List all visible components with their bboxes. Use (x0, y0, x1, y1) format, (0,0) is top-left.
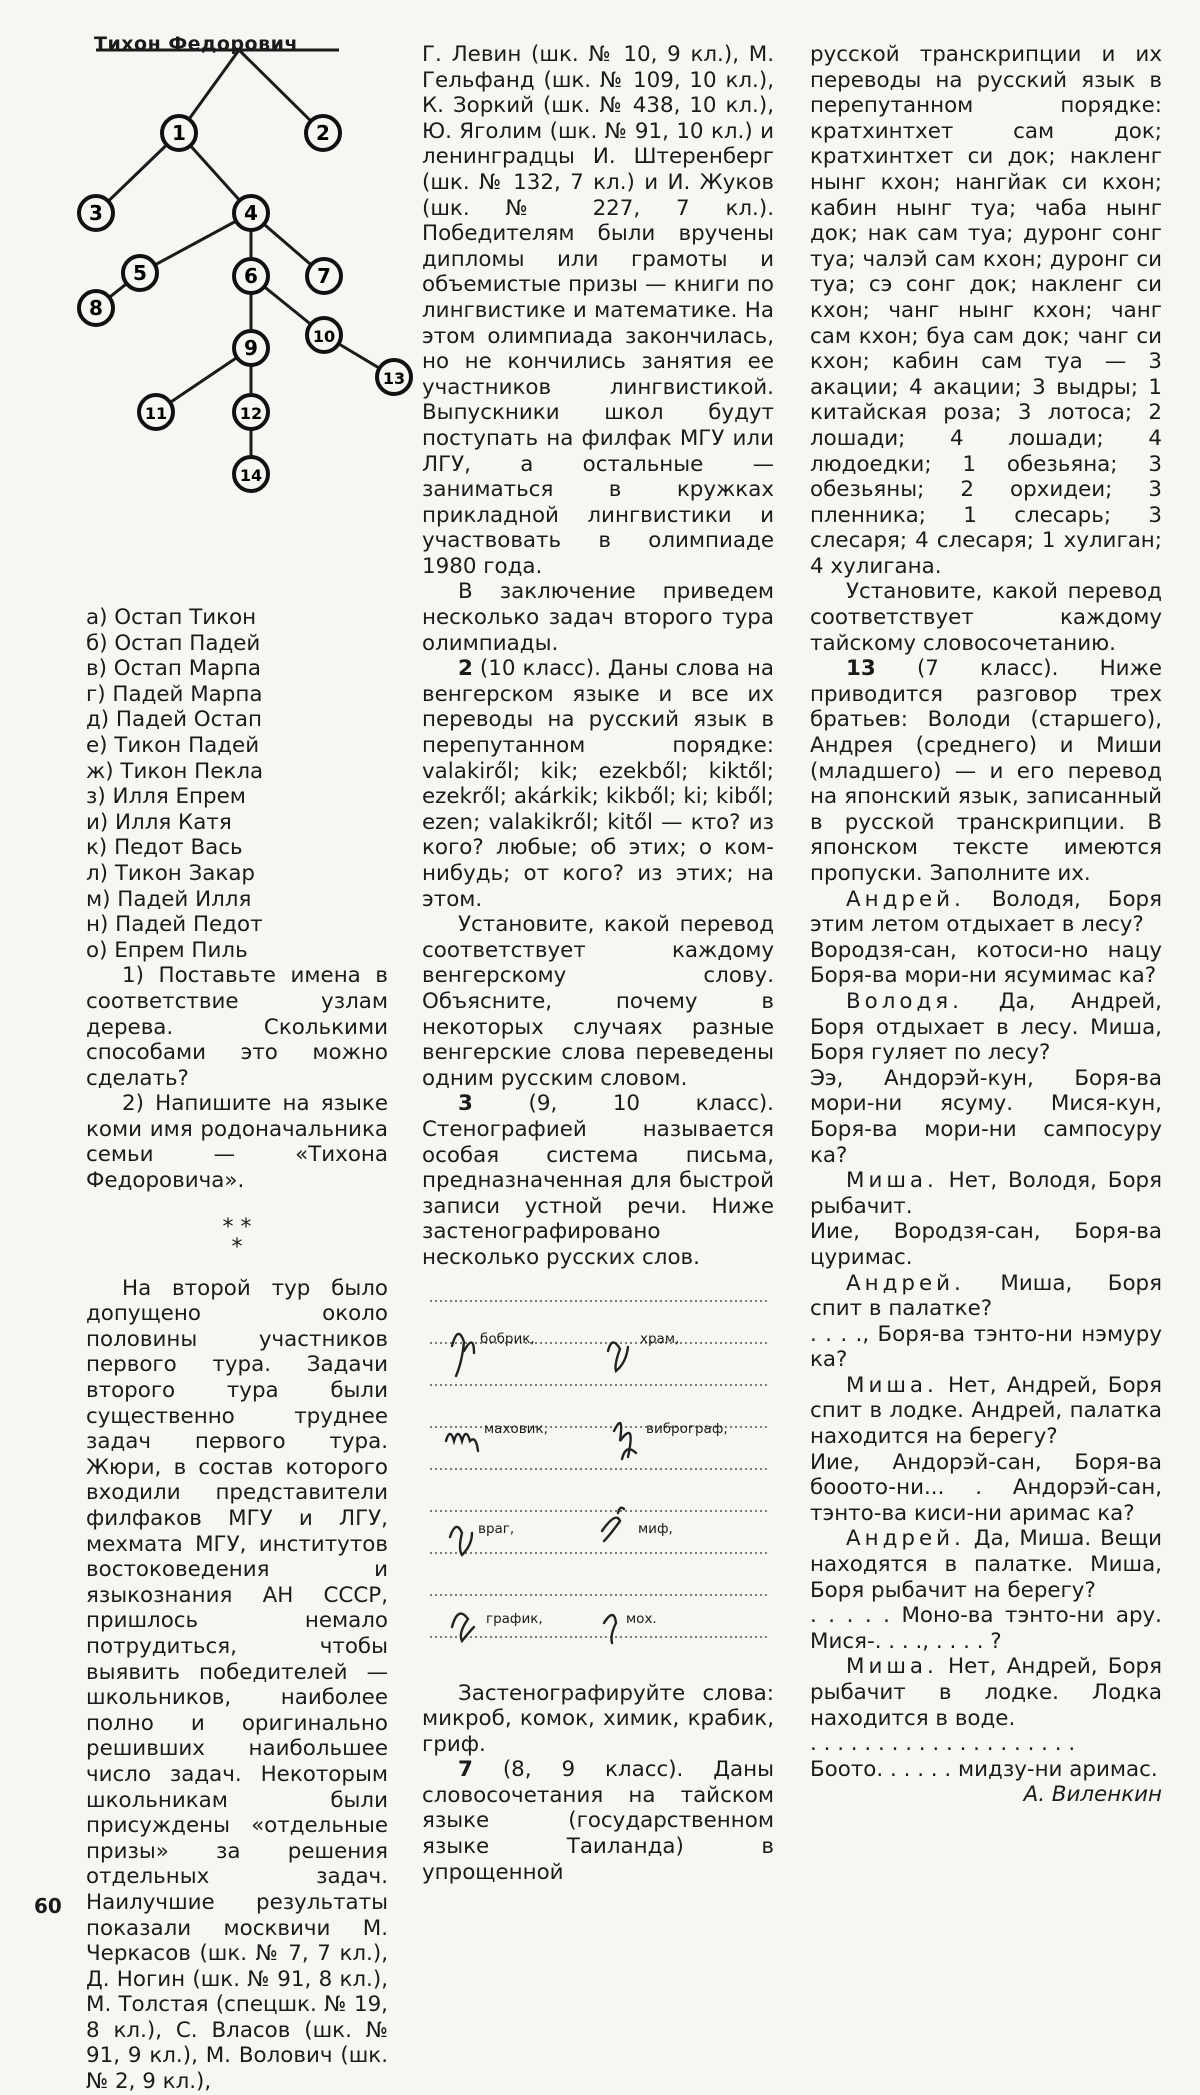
dialogue-line: Андрей. Да, Миша. Вещи находятся в палатке. Миша, Боря рыбачит на берегу? (810, 1526, 1162, 1603)
second-tour-paragraph: На второй тур было допущено около половины участников первого тура. Задачи второго тура были существенно труднее задач первого тура. Жюри, в состав которого входили представители филфаков МГУ и ЛГУ, мехмата МГУ, институтов востоковедения и языкознания АН СССР, пришлось немало потрудиться, чтобы выявить победителей — школьников, наиболее полно и оригинально решивших наибольшее число задач. Некоторым школьникам были присуждены «отдельные призы» за решения отдельных задач. Наилучшие результаты показали москвичи М. Черкасов (шк. № 7, 7 кл.), Д. Ногин (шк. № 91, 8 кл.), М. Толстая (спецшк. № 19, 8 кл.), С. Власов (шк. № 91, 9 кл.), М. Волович (шк. № 2, 9 кл.), (86, 1275, 388, 2095)
tree-node-label: 14 (239, 466, 263, 485)
tree-node-label: 12 (239, 404, 263, 423)
list-item: ж) Тикон Пекла (86, 758, 264, 784)
task-2: 2 (10 класс). Даны слова на венгерском языке и все их переводы на русский язык в перепутанном порядке: valakiről; kik; ezekből; kiktől; ezekről; akárkik; kikből; ki; kiből; ezen; valakikről; kitől — кто? из кого? любые; об этих; о ком-нибудь; от кого? из этих; на этом. (422, 656, 774, 912)
list-item: е) Тикон Падей (86, 732, 260, 758)
question-2: 2) Напишите на языке коми имя родоначальника семьи — «Тихона Федоровича». (86, 1091, 388, 1194)
list-item: м) Падей Илля (86, 886, 252, 912)
tree-node-label: 2 (316, 121, 330, 145)
dialogue-translation: Иие, Андорэй-сан, Боря-ва бооотo-ни... . Андорэй-сан, тэнто-ва киси-ни аримас ка? (810, 1449, 1162, 1526)
dialogue-translation: . . . ., Боря-ва тэнто-ни нэмуру ка? (810, 1321, 1162, 1373)
dialogue-line: Миша. Нет, Андрей, Боря рыбачит в лодке. Лодка находится в воде. (810, 1654, 1162, 1731)
shorthand-label: храм, (640, 1330, 680, 1347)
tree-node-label: 4 (244, 201, 258, 225)
list-item: з) Илля Епрем (86, 784, 246, 810)
list-item: г) Падей Марпа (86, 681, 263, 707)
shorthand-label: бобрик, (480, 1330, 535, 1347)
page-number: 60 (34, 1894, 62, 1918)
shorthand-label: график, (486, 1610, 543, 1627)
tree-node-label: 8 (89, 296, 103, 320)
conclusion-paragraph: В заключение приведем несколько задач второго тура олимпиады. (422, 579, 774, 656)
dialogue-translation: Боото. . . . . . мидзу-ни аримас. (810, 1756, 1158, 1782)
shorthand-label: маховик, (484, 1420, 548, 1437)
shorthand-glyph (452, 1333, 474, 1375)
task-number: 3 (458, 1091, 473, 1117)
shorthand-glyph (602, 1507, 624, 1540)
task-7-continuation: русской транскрипции и их переводы на русский язык в перепутанном порядке: кратхинтхет сам док; кратхинтхет си док; накленг нынг кхон; нангйак си кхон; кабин нынг туа; чаба нынг док; нак сам туа; дуронг сонг туа; чалэй сам кхон; дуронг си туа; сэ сонг док; накленг си кхон; чанг нынг кхон; чанг сам кхон; буа сам док; чанг си кхон; кабин сам туа — 3 акации; 4 акации; 3 выдры; 1 китайская роза; 3 лотоса; 2 лошади; 4 лошади; 4 людоедки; 1 обезьяна; 3 обезьяны; 2 орхидеи; 3 пленника; 1 слесарь; 3 слесаря; 4 слесаря; 1 хулиган; 4 хулигана. (810, 42, 1162, 579)
column-3 (810, 42, 1162, 1808)
tree-node-label: 6 (244, 264, 258, 288)
tree-node-label: 13 (382, 369, 406, 388)
shorthand-glyph (450, 1526, 472, 1554)
dialogue-line: Андрей. Миша, Боря спит в палатке? (810, 1270, 1162, 1322)
tree-root-label: Тихон Федорович (94, 33, 298, 55)
dialogue-line: Андрей. Володя, Боря этим летом отдыхает в лесу? (810, 886, 1162, 938)
dialogue-translation: . . . . . Моно-ва тэнто-ни ару. Мися-. . . ., . . . . ? (810, 1603, 1162, 1654)
tree-node-label: 10 (312, 327, 336, 346)
shorthand-label: враг, (478, 1520, 515, 1537)
section-separator: * * * (222, 1214, 252, 1260)
task-13: 13 (7 класс). Ниже приводится разговор трех братьев: Володи (старшего), Андрея (среднего) и Миши (младшего) — и его перевод на японский язык, записанный в русской транскрипции. В японском тексте имеются пропуски. Заполните их. (810, 656, 1162, 886)
dialogue-line: Володя. Да, Андрей, Боря отдыхает в лесу. Миша, Боря гуляет по лесу? (810, 988, 1162, 1066)
list-item: б) Остап Падей (86, 630, 261, 656)
column-1 (86, 33, 388, 2095)
name-options-list (86, 605, 388, 963)
tree-node-label: 3 (89, 201, 103, 225)
dialogue-translation: . . . . . . . . . . . . . . . . . . . . (810, 1731, 1076, 1757)
tree-node-label: 11 (144, 404, 168, 423)
shorthand-glyph (614, 1423, 636, 1459)
task-3: 3 (9, 10 класс). Стенографией называется особая система письма, предназначенная для быстрой записи устной речи. Ниже застенографировано несколько русских слов. (422, 1091, 774, 1270)
column-2 (422, 42, 774, 1885)
shorthand-glyph (608, 1342, 628, 1371)
task-2-instruction: Установите, какой перевод соответствует каждому венгерскому слову. Объясните, почему в некоторых случаях разные венгерские слова переведены одним русским словом. (422, 912, 774, 1091)
shorthand-figure (422, 1291, 774, 1661)
author-signature: А. Виленкин (1023, 1782, 1162, 1808)
list-item: н) Падей Педот (86, 912, 263, 938)
dialogue-translation: Ээ, Андорэй-кун, Боря-ва мори-ни ясуму. Мися-кун, Боря-ва мори-ни сампосуру ка? (810, 1065, 1162, 1168)
dialogue-line: Миша. Нет, Андрей, Боря спит в лодке. Андрей, палатка находится на берегу? (810, 1372, 1162, 1450)
tree-node-label: 7 (317, 264, 331, 288)
shorthand-glyph (446, 1434, 478, 1451)
list-item: и) Илля Катя (86, 809, 232, 835)
task-7-instruction: Установите, какой перевод соответствует каждому тайскому словосочетанию. (810, 579, 1162, 656)
tree-node-label: 1 (172, 121, 186, 145)
dialogue-translation: Иие, Вородзя-сан, Боря-ва цуримас. (810, 1219, 1162, 1270)
question-1: 1) Поставьте имена в соответствие узлам дерева. Сколькими способами это можно сделать? (86, 963, 388, 1091)
winners-continuation: Г. Левин (шк. № 10, 9 кл.), М. Гельфанд (шк. № 109, 10 кл.), К. Зоркий (шк. № 438, 10 кл.), Ю. Яголим (шк. № 91, 10 кл.) и ленинградцы И. Штеренберг (шк. № 132, 7 кл.) и И. Жуков (шк. № 227, 7 кл.). Победителям были вручены дипломы или грамоты и объемистые призы — книги по лингвистике и математике. На этом олимпиада закончилась, но не кончились занятия ее участников лингвистикой. Выпускники школ будут поступать на филфак МГУ или ЛГУ, а остальные — заниматься в кружках прикладной лингвистики и участвовать в олимпиаде 1980 года. (422, 42, 774, 579)
dialogue (810, 887, 1162, 1783)
list-item: д) Падей Остап (86, 707, 262, 733)
list-item: о) Епрем Пиль (86, 937, 248, 963)
dialogue-translation: Вородзя-сан, котоси-но нацу Боря-ва мори-ни ясумимас ка? (810, 937, 1162, 989)
shorthand-label: виброграф, (646, 1420, 728, 1437)
tree-node-label: 5 (133, 261, 147, 285)
task-3-instruction: Застенографируйте слова: микроб, комок, химик, крабик, гриф. (422, 1680, 774, 1757)
shorthand-label: мох. (626, 1610, 657, 1627)
task-7: 7 (8, 9 класс). Даны словосочетания на тайском языке (государственном языке Таиланда) в упрощенной (422, 1757, 774, 1885)
shorthand-glyph (604, 1615, 616, 1643)
list-item: в) Остап Марпа (86, 656, 261, 682)
task-number: 2 (458, 656, 473, 682)
list-item: к) Педот Вась (86, 835, 243, 861)
task-number: 13 (846, 656, 876, 682)
task-number: 7 (458, 1757, 473, 1783)
tree-node-label: 9 (244, 336, 258, 360)
list-item: а) Остап Тикон (86, 605, 257, 630)
list-item: л) Тикон Закар (86, 860, 256, 886)
shorthand-label: миф, (638, 1520, 673, 1537)
dialogue-line: Миша. Нет, Володя, Боря рыбачит. (810, 1168, 1162, 1219)
